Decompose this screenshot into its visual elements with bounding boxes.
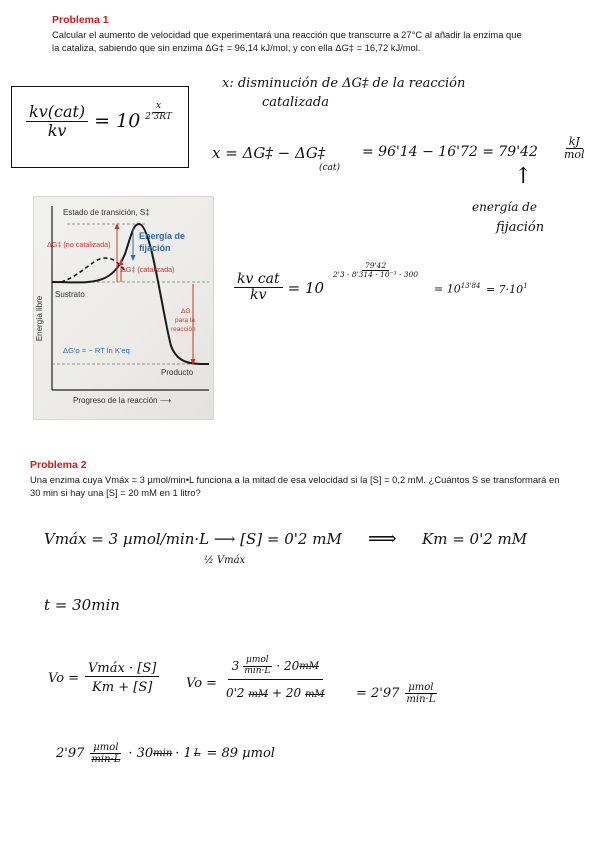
km-line: Km = 0'2 mM	[422, 530, 528, 548]
exponent-denominator: 2'3RT	[145, 111, 172, 122]
ratio-calculation	[234, 272, 324, 304]
vo-num-unit-den: min·L	[244, 665, 271, 676]
vo-result	[356, 682, 438, 705]
energy-diagram	[33, 196, 214, 420]
dg-catalyzed-label: ΔG‡ (catalizada)	[121, 265, 175, 274]
implies-arrow-icon: ⟹	[368, 526, 397, 550]
ratio-ten: = 10	[287, 278, 325, 297]
ratio-denominator: kv	[47, 120, 67, 140]
energy-note-cont: fijación	[496, 220, 545, 235]
mm-lhs: Vo =	[48, 671, 80, 687]
x-unit	[561, 136, 588, 161]
vmax-half: ½ Vmáx	[204, 555, 246, 566]
final-c-unit: L	[193, 748, 201, 759]
final-b-unit: min	[153, 748, 173, 759]
vo-lhs: Vo =	[186, 676, 218, 691]
vo-den-b-unit: mM	[304, 688, 325, 700]
reaction-dg-label-3: reacción	[171, 326, 196, 333]
vo-result-value: = 2'97	[356, 686, 400, 701]
ratio-exp-numerator: 79'42	[362, 262, 389, 271]
ratio-exp-denominator: 2'3 · 8'314 · 10⁻³ · 300	[333, 270, 419, 280]
time-line: t = 30min	[44, 596, 120, 614]
vo-num-unit-num: µmol	[243, 656, 272, 667]
unit-mol: mol	[564, 148, 585, 162]
x-axis-label: Progreso de la reacción ⟶	[73, 396, 172, 405]
ratio-final: = 7·10	[485, 282, 524, 296]
x-equation-sub: (cat)	[319, 163, 341, 173]
problem-1-statement: Calcular el aumento de velocidad que experimentará una reacción que transcurre a 27°C al añadir la enzima que la cataliza, sabiendo que sin enzima ΔG‡ = 96,14 kJ/mol, y con ella ΔG‡ = 16,72 kJ/mol.	[52, 29, 522, 53]
vo-num-a: 3	[231, 659, 240, 674]
equilibrium-equation: ΔG'o = − RT ln K'eq	[63, 346, 130, 355]
problem-1-title: Problema 1	[52, 14, 109, 26]
ratio-exponent	[330, 262, 421, 280]
ratio-calc-numerator: kv cat	[234, 272, 283, 288]
y-axis-label: Energía libre	[35, 295, 45, 342]
diagram-title: Estado de transición, S‡	[63, 208, 150, 217]
dg-uncatalyzed-label: ΔG‡ (no catalizada)	[47, 240, 111, 249]
x-definition: x: disminución de ΔG‡ de la reacción	[222, 76, 466, 91]
vo-fraction	[226, 656, 325, 700]
vo-res-unit-den: min·L	[406, 694, 436, 705]
problem-2-statement: Una enzima cuya Vmáx = 3 µmol/min•L funciona a la mitad de esa velocidad si la [S] = 0,2 mM. ¿Cuántos S se transformará en 30 min si hay una [S] = 20 mM en 1 litro?	[30, 474, 560, 498]
vo-den-a-unit: mM	[248, 688, 269, 700]
ratio-numerator: kv(cat)	[26, 103, 88, 122]
x-definition-cont: catalizada	[262, 95, 329, 110]
binding-energy-label-cont: fijación	[139, 243, 171, 253]
reaction-dg-label: ΔG	[181, 308, 191, 315]
mm-equation	[48, 662, 159, 696]
x-equation-lhs: x = ΔG‡ − ΔG‡	[212, 144, 326, 162]
boxed-formula	[11, 86, 189, 168]
reaction-dg-label-2: para la	[175, 317, 195, 324]
final-c: · 1	[175, 746, 192, 761]
vo-den-b: + 20	[271, 685, 302, 700]
final-unit-num: µmol	[90, 742, 121, 754]
energy-note: energía de	[472, 200, 537, 214]
unit-kj: kJ	[566, 136, 583, 149]
ratio-final-exp: 1	[523, 282, 528, 290]
binding-energy-arrow-head	[131, 255, 136, 261]
final-unit-den: min·L	[91, 754, 121, 765]
final-b: · 30	[128, 746, 154, 761]
ratio-fraction	[26, 103, 88, 139]
arrow-up-icon: ↑	[514, 164, 533, 189]
problem-2-title: Problema 2	[30, 459, 87, 471]
ratio-result	[434, 282, 528, 296]
final-calculation	[56, 742, 275, 765]
vo-res-unit-num: µmol	[405, 682, 436, 694]
mm-numerator: Vmáx · [S]	[85, 662, 159, 677]
substrate-label: Sustrato	[55, 290, 85, 299]
x-equation-rhs: = 96'14 − 16'72 = 79'42	[362, 144, 538, 160]
final-result: = 89 µmol	[206, 746, 275, 761]
vo-num-b-unit: mM	[299, 660, 319, 672]
ratio-result-exp: 13'84	[460, 282, 481, 290]
ten-power: = 10	[94, 110, 141, 133]
exponent-fraction	[142, 102, 175, 123]
mm-denominator: Km + [S]	[92, 680, 153, 696]
product-label: Producto	[161, 368, 194, 377]
ratio-calc-denominator: kv	[250, 287, 267, 304]
final-a: 2'97	[56, 746, 85, 761]
ratio-result-base: = 10	[434, 282, 461, 296]
vo-den-a: 0'2	[226, 685, 245, 700]
exponent-numerator: x	[153, 102, 164, 113]
vmax-line: Vmáx = 3 µmol/min·L ⟶ [S] = 0'2 mM	[44, 530, 342, 548]
binding-energy-label: Energía de	[139, 231, 186, 241]
vo-num-b: · 20	[276, 659, 300, 674]
